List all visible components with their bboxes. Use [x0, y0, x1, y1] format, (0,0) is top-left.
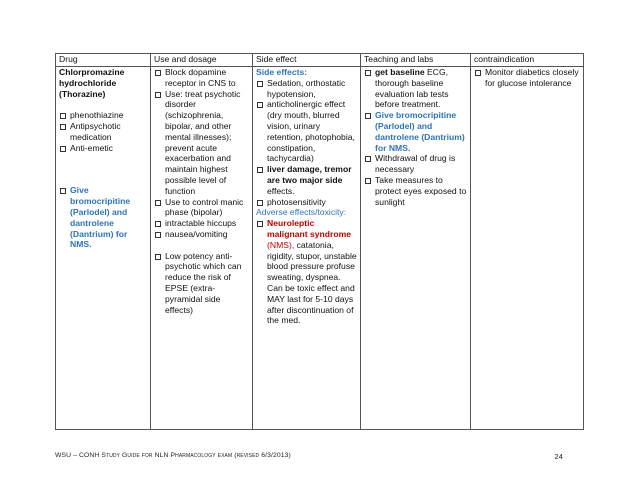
header-side-effect: Side effect	[253, 54, 361, 67]
nms-item	[256, 218, 357, 326]
use-item: Use to control manic phase (bipolar)	[154, 197, 249, 219]
adverse-effects-heading: Adverse effects/toxicity:	[256, 207, 347, 218]
contraindication-cell	[471, 67, 584, 430]
teaching-cell	[361, 67, 471, 430]
side-effect-item: Sedation, orthostatic hypotension,	[256, 78, 357, 100]
nms-description: catatonia, rigidity, stupor, unstable blood pressure profuse sweating, dyspnea. Can be toxic effect and MAY last for 5-10 days after discontinuation of the med.	[267, 239, 357, 326]
nms-label: Neuroleptic malignant syndrome	[267, 218, 352, 239]
teaching-nms-item: Give bromocripitine (Parlodel) and dantrolene (Dantrium) for NMS.	[364, 110, 467, 153]
footer-text: WSU – CONH Study Guide for NLN Pharmacology exam (revised 6/3/2013)	[55, 452, 291, 459]
header-contraindication: contraindication	[471, 54, 584, 67]
page-footer	[55, 452, 583, 459]
drug-class-item: Antipsychotic medication	[59, 121, 147, 143]
header-teaching-and-labs: Teaching and labs	[361, 54, 471, 67]
liver-damage-rest: effects.	[267, 185, 295, 196]
use-item: Use: treat psychotic disorder (schizophrenia, bipolar, and other mental illnesses); prevent acute exacerbation and maintain highest possible level of function	[154, 89, 249, 197]
header-drug: Drug	[56, 54, 151, 67]
teaching-item: Withdrawal of drug is necessary	[364, 153, 467, 175]
use-cell	[151, 67, 253, 430]
side-effect-item	[256, 164, 357, 196]
use-item: nausea/vomiting	[154, 229, 249, 240]
drug-nms-treatment-item: Give bromocripitine (Parlodel) and dantrolene (Dantrium) for NMS.	[59, 185, 147, 250]
drug-class-item: Anti-emetic	[59, 143, 147, 154]
page-number: 24	[554, 452, 563, 461]
baseline-bold: get baseline	[375, 67, 425, 77]
drug-table	[55, 53, 584, 430]
drug-name-line: Chlorpromazine	[59, 67, 125, 77]
side-effects-heading: Side effects:	[256, 67, 308, 77]
liver-damage-bold: liver damage, tremor are two major side	[267, 164, 352, 185]
teaching-item	[364, 67, 467, 110]
side-effect-item: anticholinergic effect (dry mouth, blurred vision, urinary retention, photophobia, constipation, tachycardia)	[256, 99, 357, 164]
baseline-rest: ECG, thorough baseline evaluation lab tests before treatment.	[375, 67, 449, 110]
side-effect-cell	[253, 67, 361, 430]
header-row	[56, 54, 584, 67]
drug-cell	[56, 67, 151, 430]
header-use-and-dosage: Use and dosage	[151, 54, 253, 67]
side-effect-item: photosensitivity	[256, 197, 357, 208]
drug-name-line: hydrochloride	[59, 77, 117, 88]
teaching-item: Take measures to protect eyes exposed to sunlight	[364, 175, 467, 207]
contraindication-item: Monitor diabetics closely for glucose intolerance	[474, 67, 580, 89]
drug-name-line: (Thorazine)	[59, 88, 106, 99]
use-item: Low potency anti-psychotic which can reduce the risk of EPSE (extra-pyramidal side effects)	[154, 251, 249, 316]
drug-class-item: phenothiazine	[59, 110, 147, 121]
drug-row	[56, 67, 584, 430]
use-item: Block dopamine receptor in CNS to	[154, 67, 249, 89]
use-item: intractable hiccups	[154, 218, 249, 229]
nms-abbrev: (NMS),	[267, 239, 295, 250]
